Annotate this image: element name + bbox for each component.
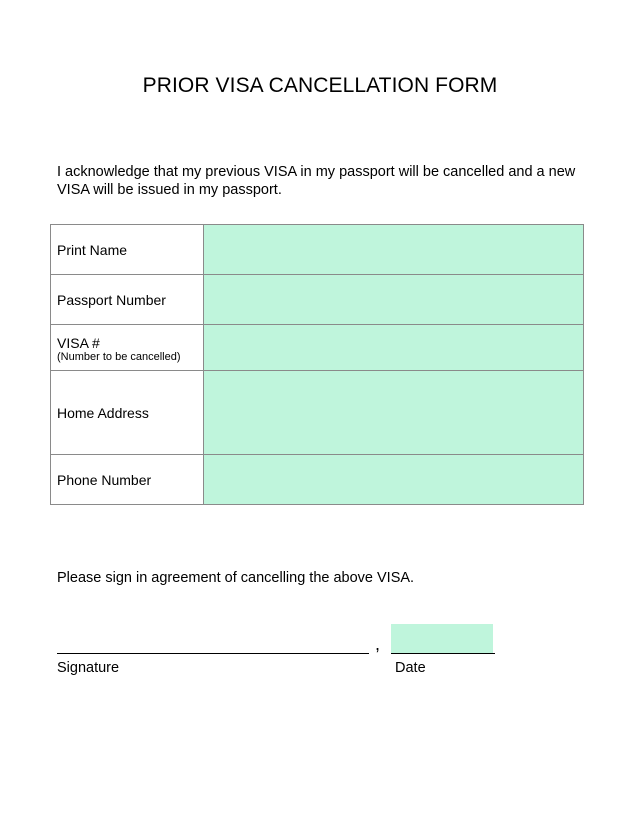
- passport-number-field[interactable]: [204, 275, 584, 325]
- phone-number-label: Phone Number: [51, 455, 204, 505]
- signature-line[interactable]: [57, 653, 369, 654]
- passport-number-label: Passport Number: [51, 275, 204, 325]
- acknowledgement-text: I acknowledge that my previous VISA in my passport will be cancelled and a new VISA will be issued in my passport.: [57, 164, 576, 198]
- date-line: [391, 653, 495, 654]
- visa-number-field[interactable]: [204, 325, 584, 371]
- signature-label: Signature: [57, 660, 120, 676]
- table-row: [51, 455, 584, 505]
- print-name-label: Print Name: [51, 225, 204, 275]
- date-field[interactable]: [391, 624, 493, 653]
- date-label: Date: [395, 660, 426, 676]
- table-row: [51, 275, 584, 325]
- table-row: [51, 325, 584, 371]
- table-row: [51, 225, 584, 275]
- form-table: [50, 224, 584, 505]
- visa-number-label: VISA #: [57, 335, 100, 351]
- table-row: [51, 371, 584, 455]
- form-title: PRIOR VISA CANCELLATION FORM: [142, 74, 498, 97]
- phone-number-field[interactable]: [204, 455, 584, 505]
- print-name-field[interactable]: [204, 225, 584, 275]
- signature-date-separator: ,: [375, 634, 381, 654]
- home-address-field[interactable]: [204, 371, 584, 455]
- sign-instruction: Please sign in agreement of cancelling the above VISA.: [57, 570, 415, 586]
- visa-number-label-cell: [51, 325, 204, 371]
- visa-number-sublabel: (Number to be cancelled): [57, 351, 181, 363]
- home-address-label: Home Address: [51, 371, 204, 455]
